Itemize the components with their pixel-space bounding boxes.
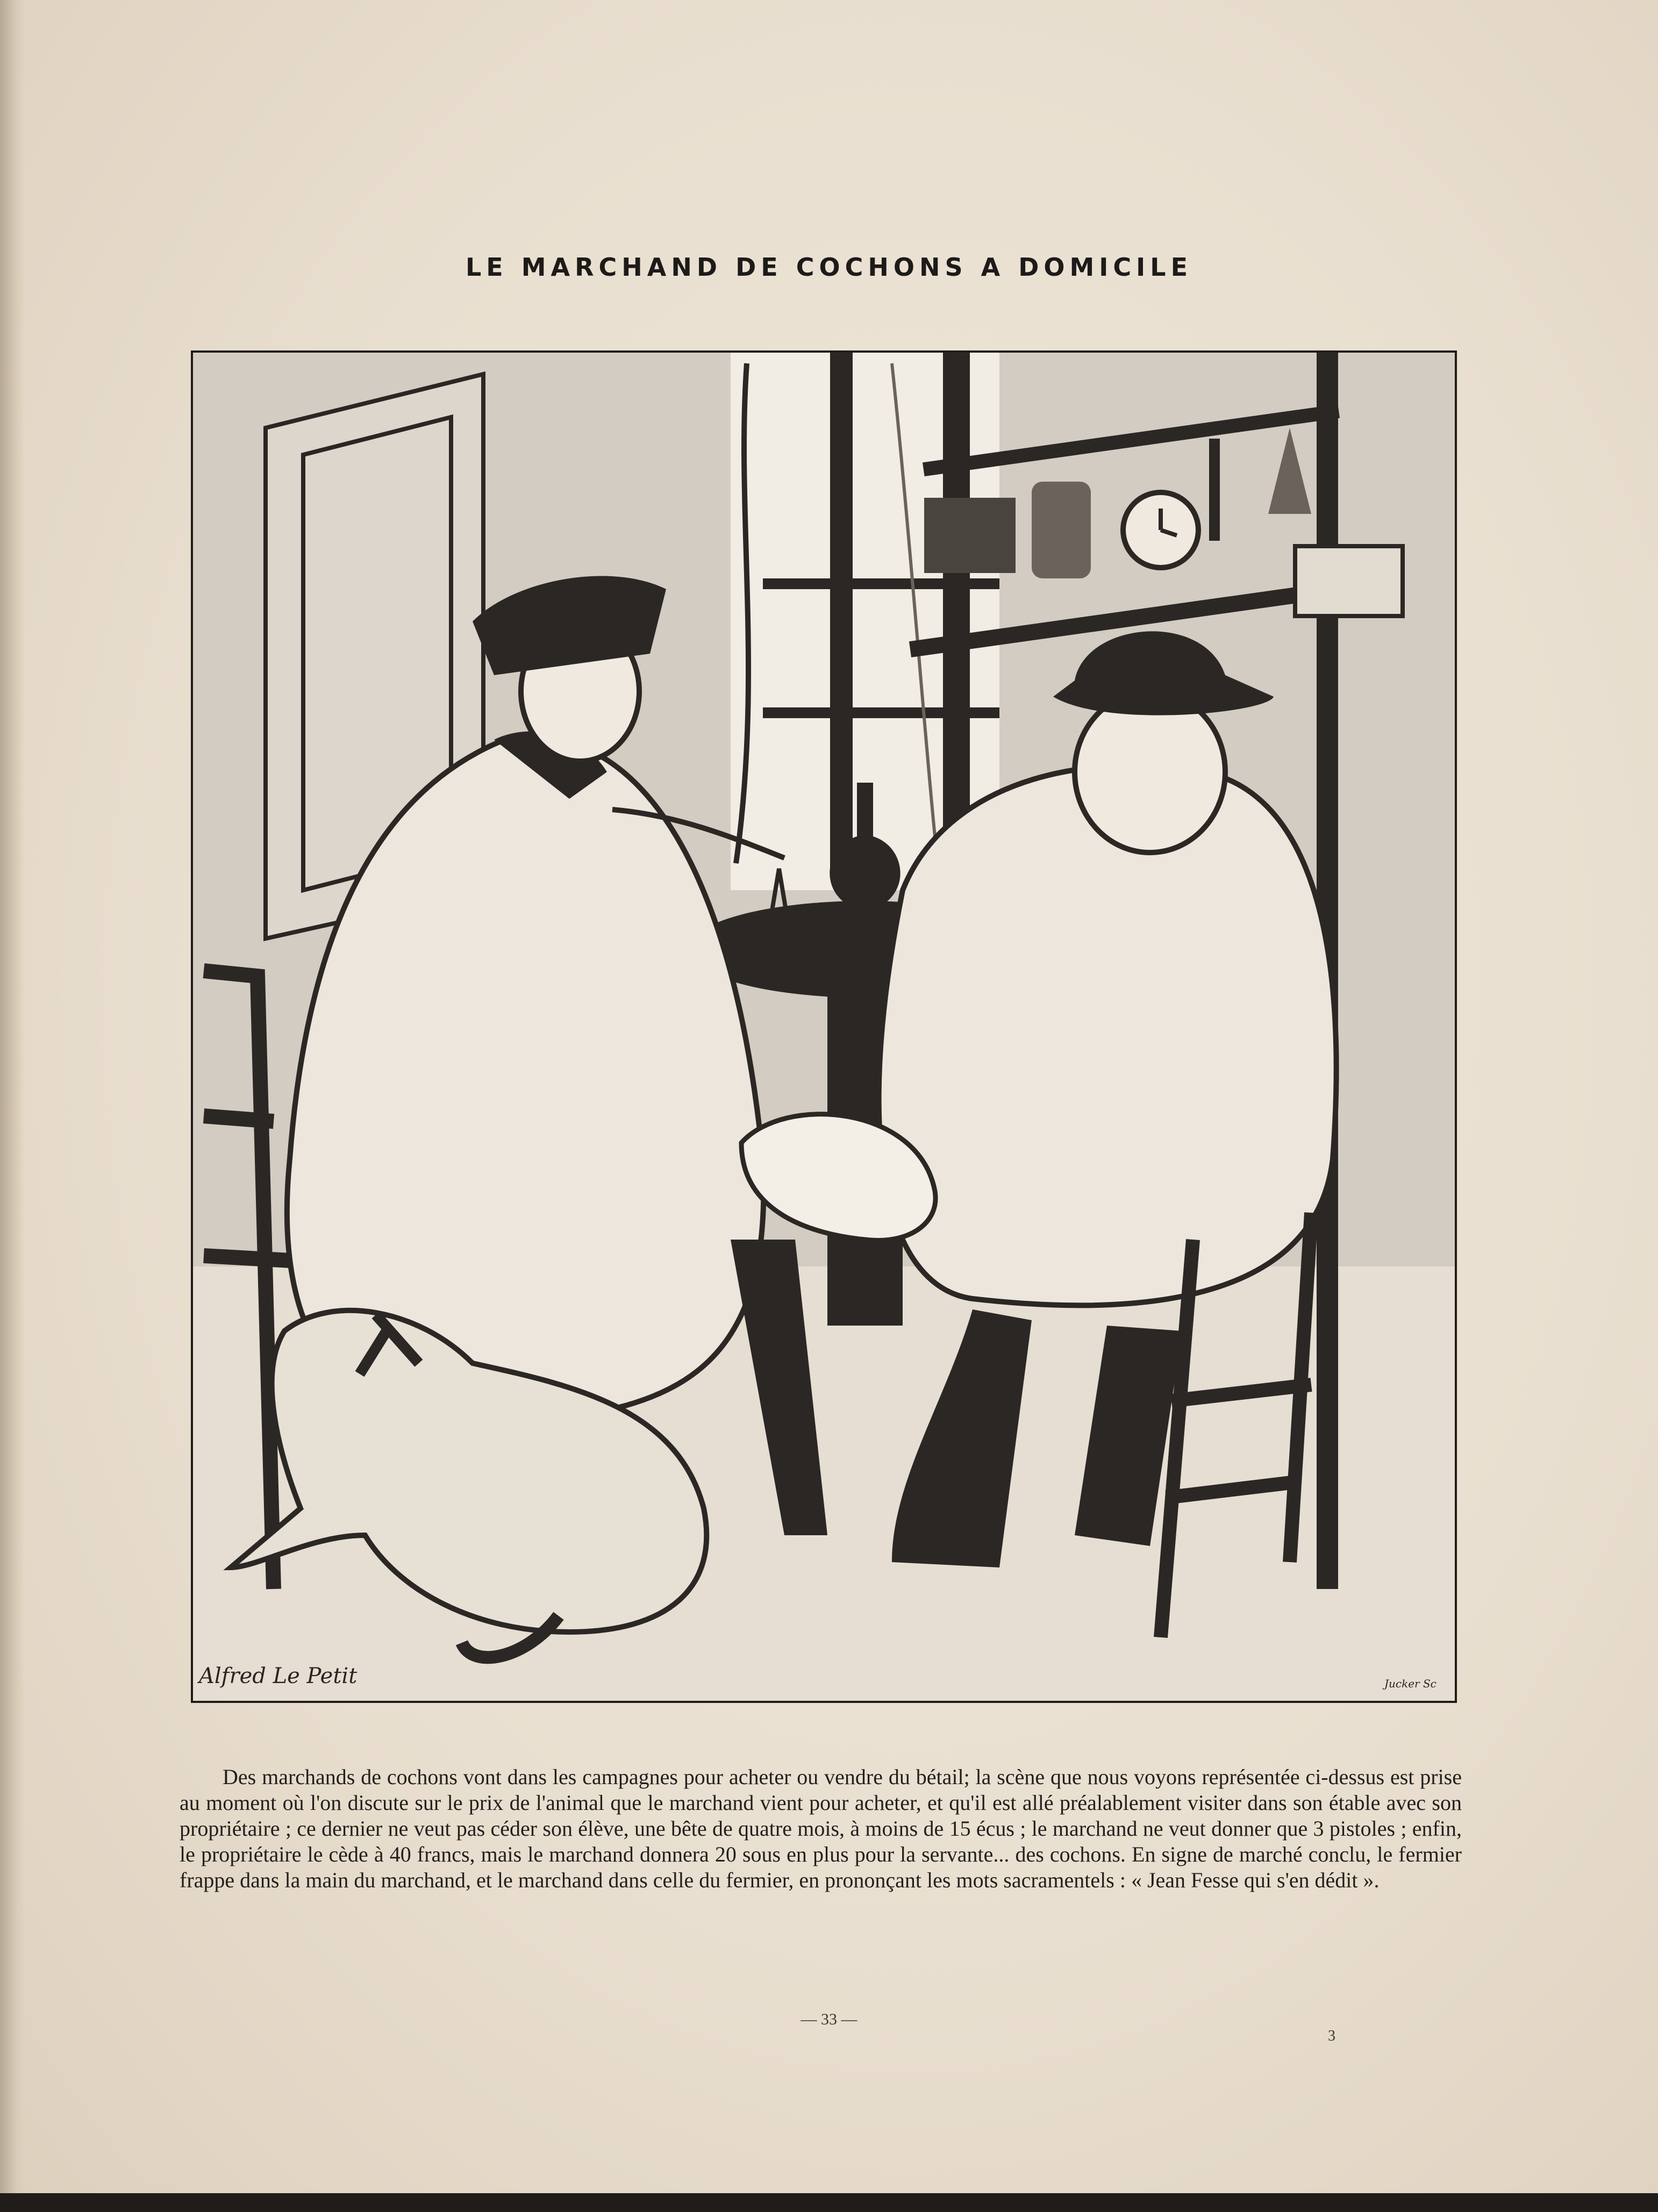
- page-title: LE MARCHAND DE COCHONS A DOMICILE: [466, 253, 1192, 282]
- page-gutter-shadow: [0, 0, 25, 2212]
- page-number: — 33 —: [801, 2010, 857, 2028]
- illustration-pig-merchant: [191, 350, 1457, 1703]
- gathering-signature-mark: 3: [1328, 2028, 1335, 2044]
- caption-text: Des marchands de cochons vont dans les campagnes pour acheter ou vendre du bétail; la scène que nous voyons représentée ci-dessus est prise au moment où l'on discute sur le prix de l'animal que le marchand vient pour acheter, et qu'il est allé préalablement visiter dans son étable avec son propriétaire ; ce dernier ne veut pas céder son élève, une bête de quatre mois, à moins de 15 écus ; le marchand ne veut donner que 3 pistoles ; enfin, le propriétaire le cède à 40 francs, mais le marchand donnera 20 sous en plus pour la servante... des cochons. En signe de marché conclu, le fermier frappe dans la main du marchand, et le marchand dans celle du fermier, en prononçant les mots sacramentels : « Jean Fesse qui s'en dédit ».: [180, 1765, 1462, 1892]
- farmer-head: [1075, 691, 1225, 853]
- engraver-mark: Jucker Sc: [1384, 1677, 1437, 1690]
- artist-signature: Alfred Le Petit: [199, 1664, 358, 1688]
- scan-border: [0, 2193, 1658, 2212]
- illustration-drawing: [193, 353, 1455, 1701]
